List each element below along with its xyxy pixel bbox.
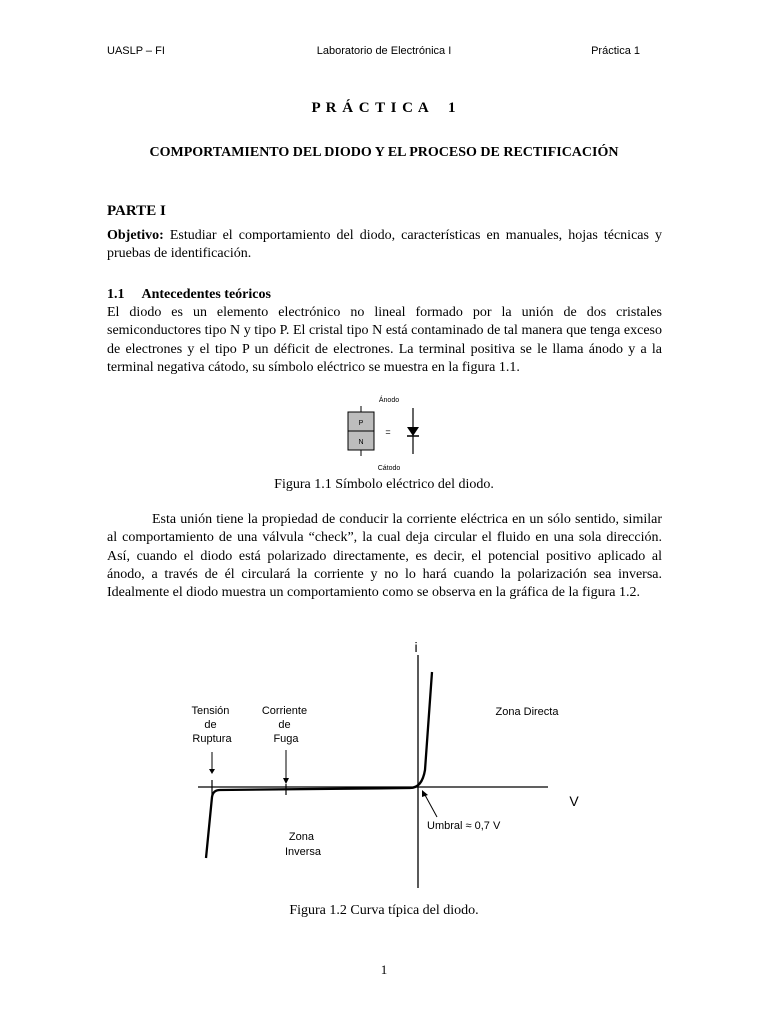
voltage-axis-label: V — [569, 793, 579, 809]
section-title: Antecedentes teóricos — [141, 287, 271, 302]
reverse-zone-label: Zona Inversa — [284, 831, 322, 858]
practice-title: P R Á C T I C A 1 — [311, 100, 457, 116]
section-number: 1.1 — [107, 287, 125, 302]
part-heading: PARTE I — [107, 203, 166, 219]
objective-label: Objetivo: — [107, 228, 164, 243]
cathode-label: Cátodo — [377, 465, 401, 472]
threshold-arrow — [425, 795, 437, 817]
header-left: UASLP – FI — [107, 45, 165, 57]
header-center: Laboratorio de Electrónica I — [316, 45, 452, 57]
direct-zone-label: Zona Directa — [495, 706, 559, 718]
equals-sign: = — [385, 427, 391, 437]
header-right: Práctica 1 — [591, 45, 640, 57]
leakage-current-label: Corriente de Fuga — [261, 705, 308, 745]
paragraph-2: Esta unión tiene la propiedad de conducir la corriente eléctrica en un sólo sentido, similar al comportamiento de una válvula “check”, la cual deja circular el fluido en una sola dirección. Así, cuando el diodo está polarizado directamente, es decir, el potencial positivo aplicado al ánodo, a través de él circulará la corriente y no lo hará cuando la polarización sea inversa. Idealmente el diodo muestra un comportamiento como se observa en la gráfica de la figura 1.2. — [107, 512, 662, 601]
figure-1-caption: Figura 1.1 Símbolo eléctrico del diodo. — [274, 477, 494, 492]
figure-2-caption: Figura 1.2 Curva típica del diodo. — [289, 903, 479, 918]
threshold-label: Umbral ≈ 0,7 V — [427, 820, 501, 832]
anode-label: Ánodo — [378, 397, 400, 404]
p-label: P — [358, 420, 364, 427]
current-axis-label: i — [414, 639, 418, 655]
objective-text: Estudiar el comportamiento del diodo, características en manuales, hojas técnicas y pruebas de identificación. — [107, 228, 663, 262]
page-number: 1 — [380, 962, 388, 977]
n-label: N — [358, 439, 364, 446]
breakdown-voltage-label: Tensión de Ruptura — [191, 705, 232, 745]
diode-curve — [206, 672, 432, 858]
paragraph-1: El diodo es un elemento electrónico no lineal formado por la unión de dos cristales semiconductores tipo N y tipo P. El cristal tipo N está contaminado de tal manera que tenga exceso de electrones y el tipo P un déficit de electrones. La terminal positiva se le llama ánodo y a la terminal negativa cátodo, su símbolo eléctrico se muestra en la figura 1.1. — [107, 305, 662, 375]
main-title: COMPORTAMIENTO DEL DIODO Y EL PROCESO DE RECTIFICACIÓN — [149, 145, 619, 160]
